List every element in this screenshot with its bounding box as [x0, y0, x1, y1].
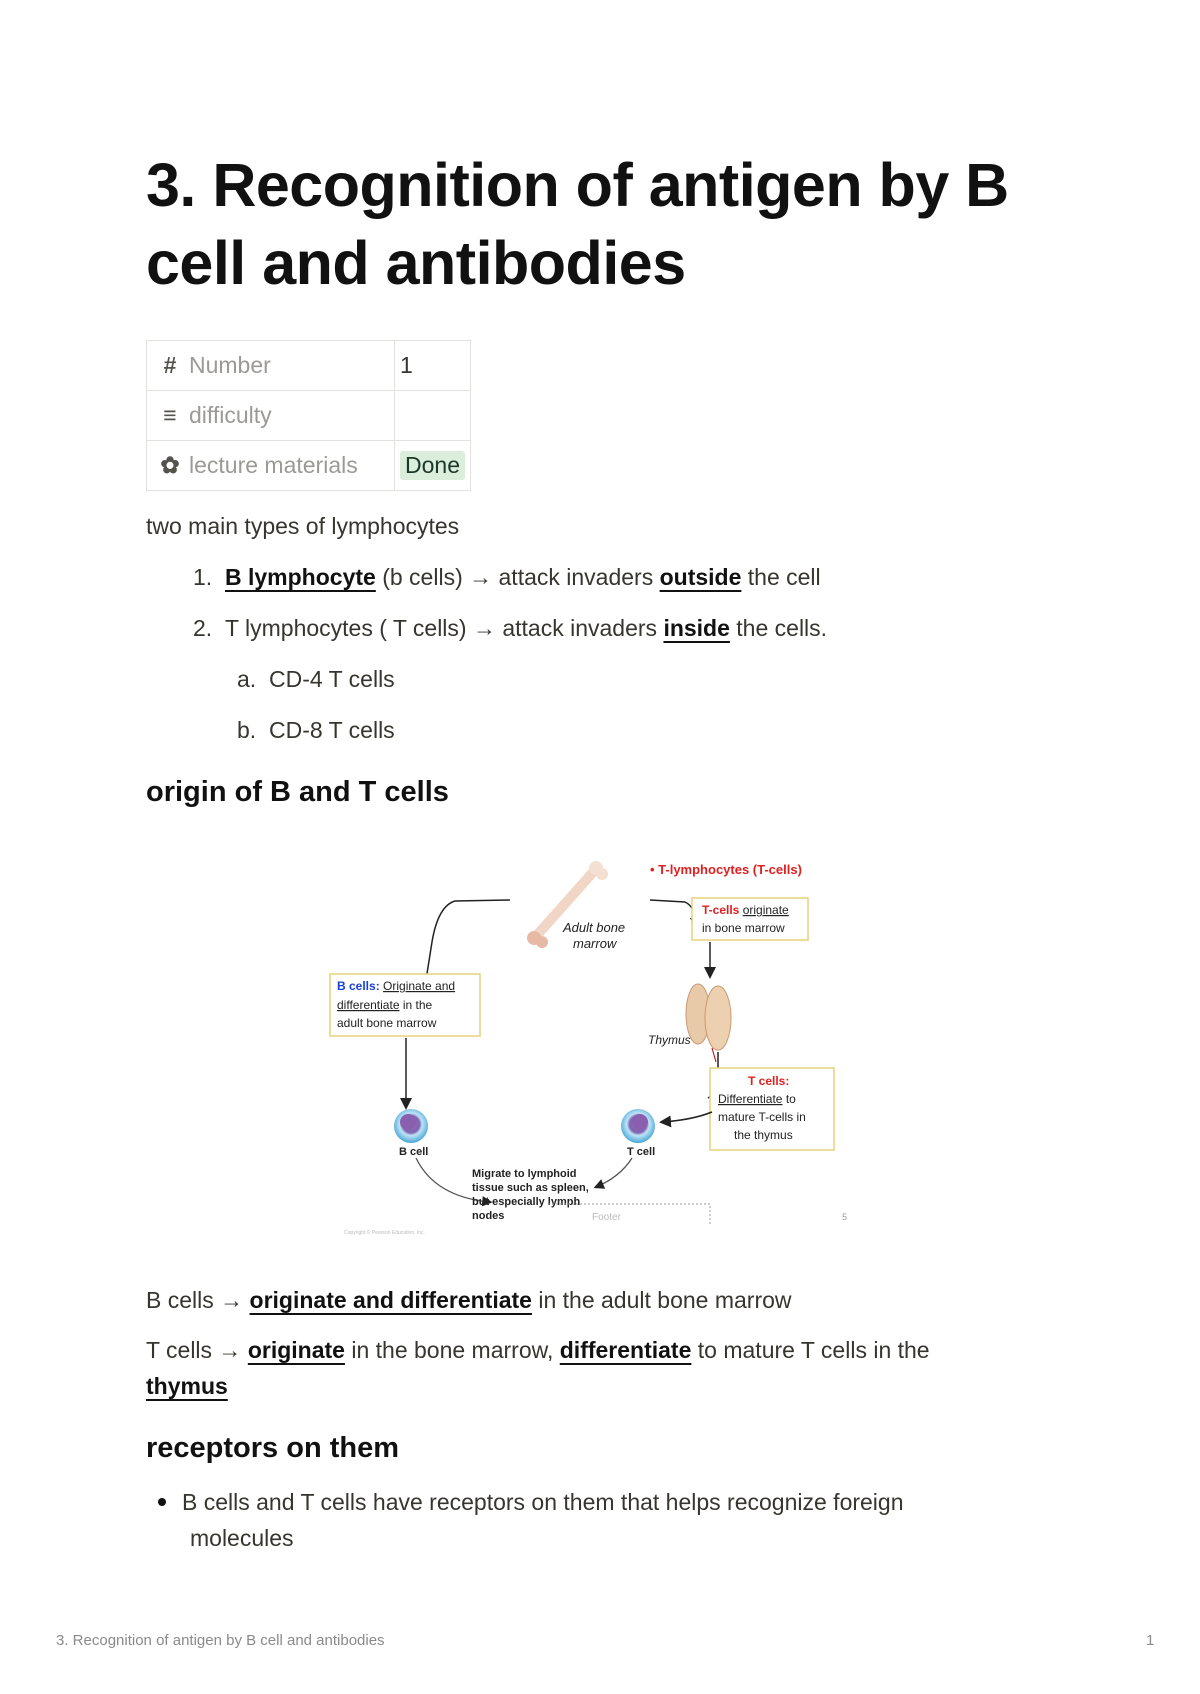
arrow-to-t-cell — [662, 1112, 712, 1122]
properties-table — [146, 340, 471, 491]
property-value[interactable]: 1 — [395, 341, 471, 391]
arrow-to-b-box — [426, 900, 510, 980]
bullet-item-cont: molecules — [190, 1525, 294, 1551]
sub-list-item: b. CD-8 T cells — [237, 717, 395, 743]
number-icon: # — [163, 352, 177, 378]
footer-page-number: 1 — [1146, 1632, 1155, 1649]
heading-origin: origin of B and T cells — [146, 776, 449, 808]
t-cells-line-cont: thymus — [146, 1373, 228, 1399]
svg-text:but especially lymph: but especially lymph — [472, 1196, 581, 1208]
footer-word: Footer — [592, 1212, 621, 1223]
bone-label: marrow — [573, 936, 617, 951]
svg-text:Migrate to lymphoid: Migrate to lymphoid — [472, 1168, 577, 1180]
copyright: Copyright © Pearson Education, Inc. — [344, 1230, 425, 1236]
svg-text:in bone marrow: in bone marrow — [702, 921, 785, 935]
status-icon: ✿ — [160, 452, 180, 478]
page-title: 3. Recognition of antigen by B cell and antibodies — [146, 151, 1009, 297]
property-row[interactable] — [147, 391, 471, 441]
property-key: lecture materials — [189, 452, 358, 478]
bone-label: Adult bone — [563, 920, 626, 935]
svg-text:Differentiate to: Differentiate to — [718, 1092, 796, 1106]
property-key: Number — [189, 352, 271, 378]
t-cell-label: T cell — [627, 1146, 656, 1158]
property-row[interactable] — [147, 441, 471, 491]
property-row[interactable] — [147, 341, 471, 391]
b-cell-label: B cell — [399, 1146, 429, 1158]
status-tag: Done — [400, 451, 465, 480]
bullet-item: B cells and T cells have receptors on them that helps recognize foreign — [158, 1484, 904, 1520]
slide-number: 5 — [842, 1212, 848, 1222]
svg-text:T-cells originate: T-cells originate — [702, 903, 789, 917]
property-key: difficulty — [189, 402, 272, 428]
svg-text:mature T-cells in: mature T-cells in — [718, 1110, 806, 1124]
bullet-icon — [158, 1498, 166, 1506]
t-cells-line: T cells → originate in the bone marrow, differentiate to mature T cells in the — [146, 1337, 930, 1363]
svg-text:tissue such as spleen,: tissue such as spleen, — [472, 1182, 589, 1194]
t-lymphocytes-header: • T-lymphocytes (T-cells) — [650, 862, 802, 877]
svg-text:T cells:: T cells: — [748, 1074, 790, 1088]
arrow-to-t-box — [650, 900, 696, 927]
svg-text:adult bone marrow: adult bone marrow — [337, 1016, 437, 1030]
svg-text:nodes: nodes — [472, 1210, 505, 1222]
sub-list-item: a. CD-4 T cells — [237, 666, 395, 692]
svg-text:differentiate in the: differentiate in the — [337, 998, 433, 1012]
intro-text: two main types of lymphocytes — [146, 513, 460, 539]
heading-receptors: receptors on them — [146, 1432, 399, 1464]
lymphocyte-origin-diagram — [320, 852, 910, 1240]
list-item: 2. T lymphocytes ( T cells) → attack invaders inside the cells. — [193, 615, 828, 641]
b-cells-line: B cells → originate and differentiate in the adult bone marrow — [146, 1287, 792, 1313]
arrow-migrate-t — [596, 1158, 632, 1187]
list-item: 1. B lymphocyte (b cells) → attack invaders outside the cell — [193, 564, 821, 590]
thymus-image — [686, 984, 731, 1062]
svg-text:the thymus: the thymus — [734, 1128, 793, 1142]
property-value[interactable] — [395, 391, 471, 441]
thymus-label: Thymus — [648, 1033, 691, 1047]
svg-text:B cells: Originate and: B cells: Originate and — [337, 979, 456, 993]
footer-title: 3. Recognition of antigen by B cell and antibodies — [56, 1632, 385, 1649]
list-icon: ≡ — [163, 402, 177, 428]
